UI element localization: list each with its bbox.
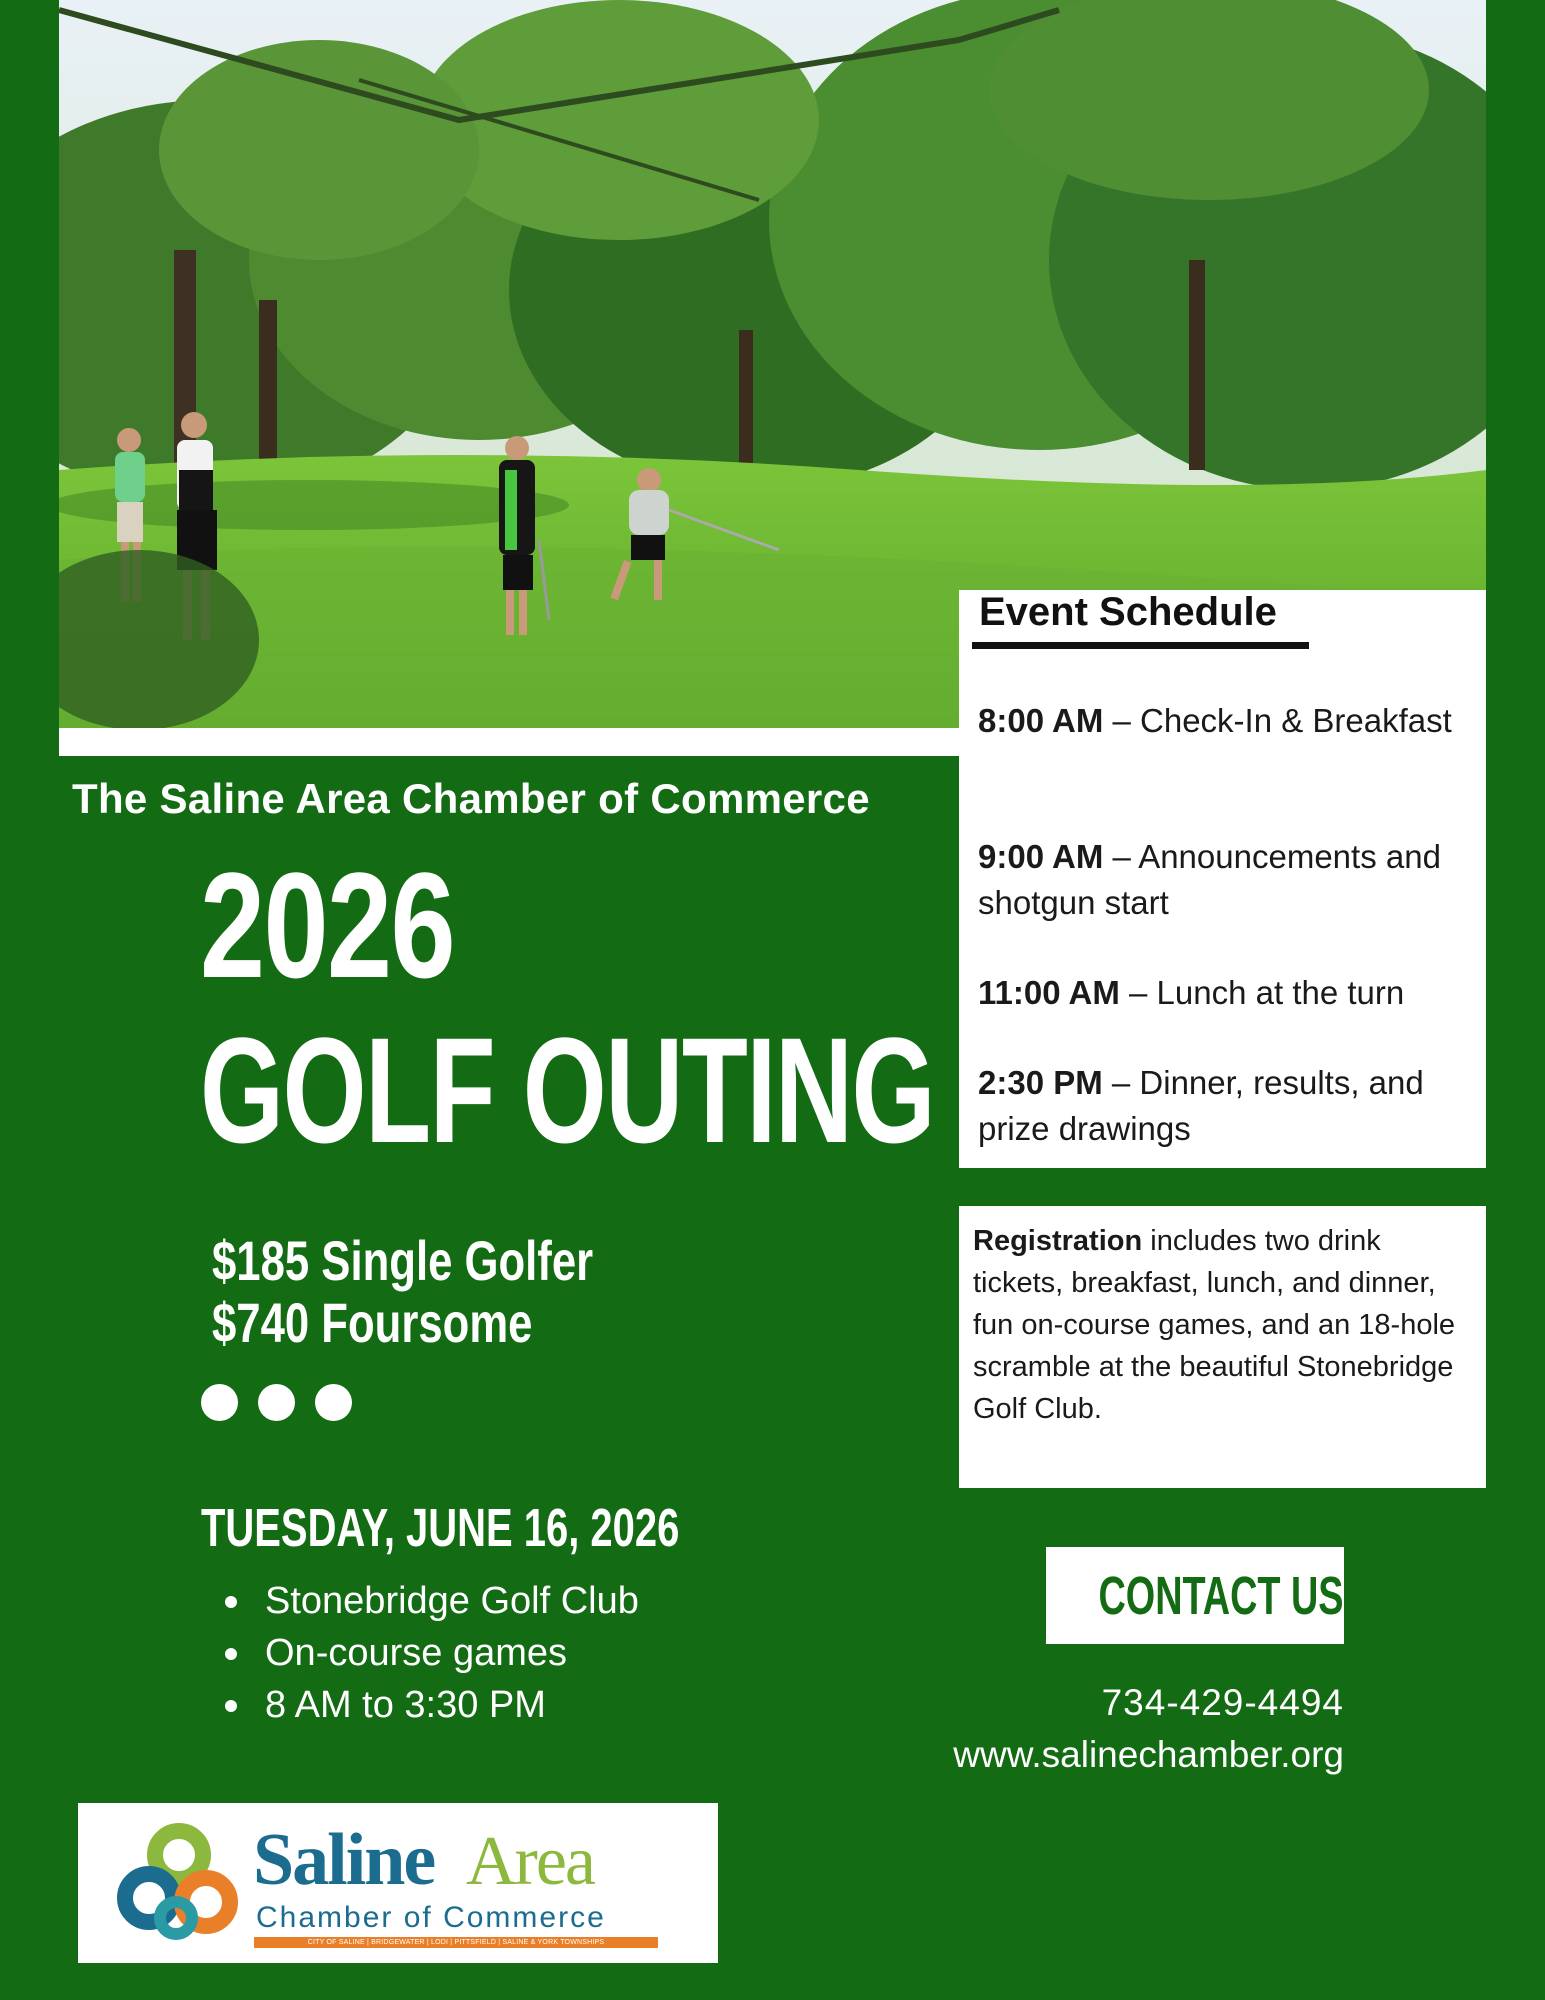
event-date: TUESDAY, JUNE 16, 2026 [201,1498,680,1558]
dot-icon [258,1384,295,1421]
logo-townships-strip: CITY OF SALINE | BRIDGEWATER | LODI | PITTSFIELD | SALINE & YORK TOWNSHIPS [254,1937,658,1948]
photo-border-strip [59,728,960,756]
logo-word-area: Area [466,1823,595,1900]
schedule-time: 9:00 AM [978,838,1104,875]
dot-icon [201,1384,238,1421]
schedule-desc: – Announcements and shotgun start [978,838,1441,921]
schedule-title: Event Schedule [979,590,1277,634]
price-single: $185 Single Golfer [212,1229,594,1292]
schedule-desc: – Dinner, results, and prize drawings [978,1064,1424,1147]
registration-lead: Registration [973,1225,1143,1257]
chamber-logo [78,1803,718,1963]
event-features-list [225,1575,639,1731]
schedule-item [978,834,1478,926]
registration-text: includes two drink tickets, breakfast, lunch, and dinner, fun on-course games, and an 18-hole scramble at the beautiful Stonebridge Golf Club. [973,1225,1456,1425]
pricing-block [212,1230,593,1354]
schedule-title-underline [972,642,1309,649]
title-year: 2026 [200,841,455,1009]
registration-info-card [959,1206,1486,1488]
schedule-time: 11:00 AM [978,974,1120,1011]
contact-us-label: CONTACT US [1098,1565,1344,1626]
contact-phone: 734-429-4494 [1101,1682,1344,1723]
schedule-item [978,698,1478,744]
feature-hours: 8 AM to 3:30 PM [225,1679,639,1731]
schedule-desc: – Check-In & Breakfast [1103,702,1452,739]
schedule-time: 2:30 PM [978,1064,1103,1101]
price-foursome: $740 Foursome [212,1291,533,1354]
logo-subtitle: Chamber of Commerce [256,1901,606,1934]
event-schedule-card [959,590,1486,1168]
logo-swirl-icon [114,1820,244,1950]
organization-name: The Saline Area Chamber of Commerce [72,775,870,822]
schedule-item [978,1060,1478,1152]
decorative-dots [201,1384,352,1421]
title-main: GOLF OUTING [200,1006,935,1174]
feature-games: On-course games [225,1627,639,1679]
contact-website-link[interactable]: www.salinechamber.org [953,1734,1344,1775]
schedule-desc: – Lunch at the turn [1119,974,1405,1011]
logo-word-saline: Saline [253,1819,435,1901]
dot-icon [315,1384,352,1421]
contact-us-button[interactable] [1046,1547,1344,1644]
feature-venue: Stonebridge Golf Club [225,1575,639,1627]
schedule-item [978,970,1478,1016]
schedule-time: 8:00 AM [978,702,1104,739]
